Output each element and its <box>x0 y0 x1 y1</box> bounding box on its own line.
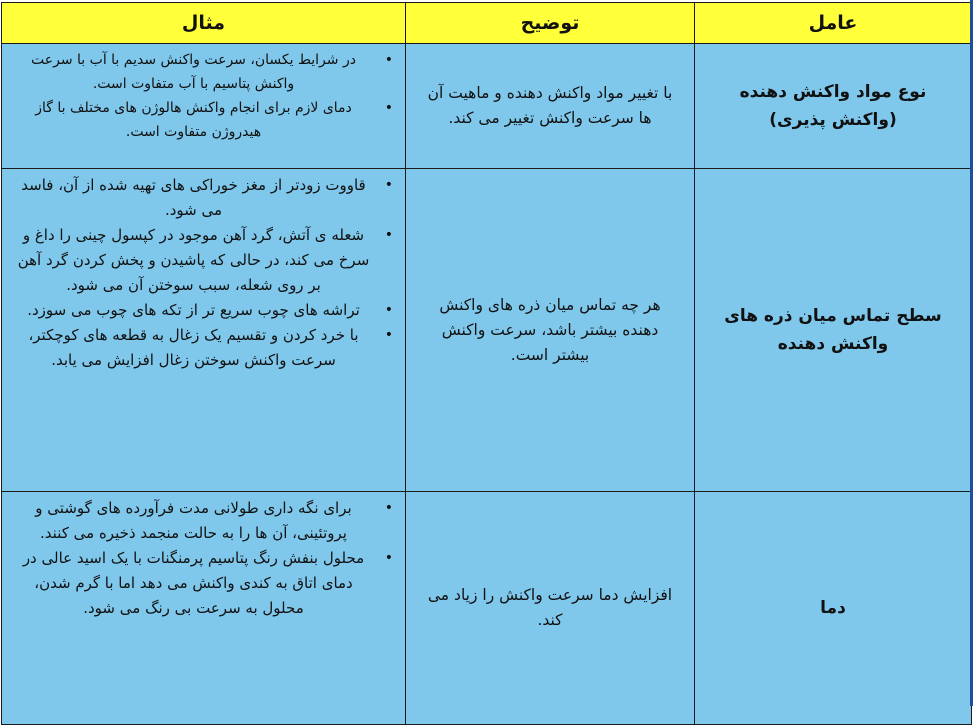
example-text: در شرایط یکسان، سرعت واکنش سدیم با آب با سرعت واکنش پتاسیم با آب متفاوت است. <box>31 52 356 92</box>
example-item <box>14 323 393 373</box>
header-description: توضیح <box>406 3 695 44</box>
bullet-icon: • <box>384 177 393 193</box>
bullet-icon: • <box>384 550 393 566</box>
factor-cell: نوع مواد واکنش دهنده (واکنش پذیری) <box>695 44 972 169</box>
header-factor: عامل <box>695 3 972 44</box>
example-text: محلول بنفش رنگ پتاسیم پرمنگنات با یک اسید عالی در دمای اتاق به کندی واکنش می دهد اما با گرم شدن، محلول به سرعت بی رنگ می شود. <box>22 549 365 617</box>
example-text: برای نگه داری طولانی مدت فرآورده های گوشتی و پروتئینی، آن ها را به حالت منجمد ذخیره می کنند. <box>35 499 352 542</box>
table-row <box>2 169 972 492</box>
example-item <box>14 223 393 298</box>
reaction-rate-factors-table <box>1 2 972 725</box>
factor-cell: سطح تماس میان ذره های واکنش دهنده <box>695 169 972 492</box>
example-text: قاووت زودتر از مغز خوراکی های تهیه شده از آن، فاسد می شود. <box>21 176 366 219</box>
example-item <box>14 173 393 223</box>
example-cell <box>2 492 406 725</box>
example-cell <box>2 44 406 169</box>
bullet-icon: • <box>384 52 393 68</box>
description-cell: با تغییر مواد واکنش دهنده و ماهیت آن ها سرعت واکنش تغییر می کند. <box>406 44 695 169</box>
bullet-icon: • <box>384 302 393 318</box>
bullet-icon: • <box>384 500 393 516</box>
header-row <box>2 3 972 44</box>
bullet-icon: • <box>384 227 393 243</box>
table-row <box>2 492 972 725</box>
description-cell: هر چه تماس میان ذره های واکنش دهنده بیشتر باشد، سرعت واکنش بیشتر است. <box>406 169 695 492</box>
bullet-icon: • <box>384 327 393 343</box>
example-cell <box>2 169 406 492</box>
example-item <box>14 496 393 546</box>
example-item <box>14 48 393 96</box>
table-row <box>2 44 972 169</box>
example-text: دمای لازم برای انجام واکنش هالوژن های مختلف با گاز هیدروژن متفاوت است. <box>35 100 352 140</box>
factor-cell: دما <box>695 492 972 725</box>
example-item <box>14 546 393 621</box>
bullet-icon: • <box>384 100 393 116</box>
description-cell: افزایش دما سرعت واکنش را زیاد می کند. <box>406 492 695 725</box>
example-text: با خرد کردن و تقسیم یک زغال به قطعه های کوچکتر، سرعت واکنش سوختن زغال افزایش می یابد. <box>28 326 359 369</box>
example-text: شعله ی آتش، گرد آهن موجود در کپسول چینی را داغ و سرخ می کند، در حالی که پاشیدن و پخش کردن گرد آهن بر روی شعله، سبب سوختن آن می شود. <box>17 226 370 294</box>
example-text: تراشه های چوب سریع تر از تکه های چوب می سوزد. <box>27 301 360 319</box>
example-item <box>14 298 393 323</box>
example-item <box>14 96 393 144</box>
header-example: مثال <box>2 3 406 44</box>
